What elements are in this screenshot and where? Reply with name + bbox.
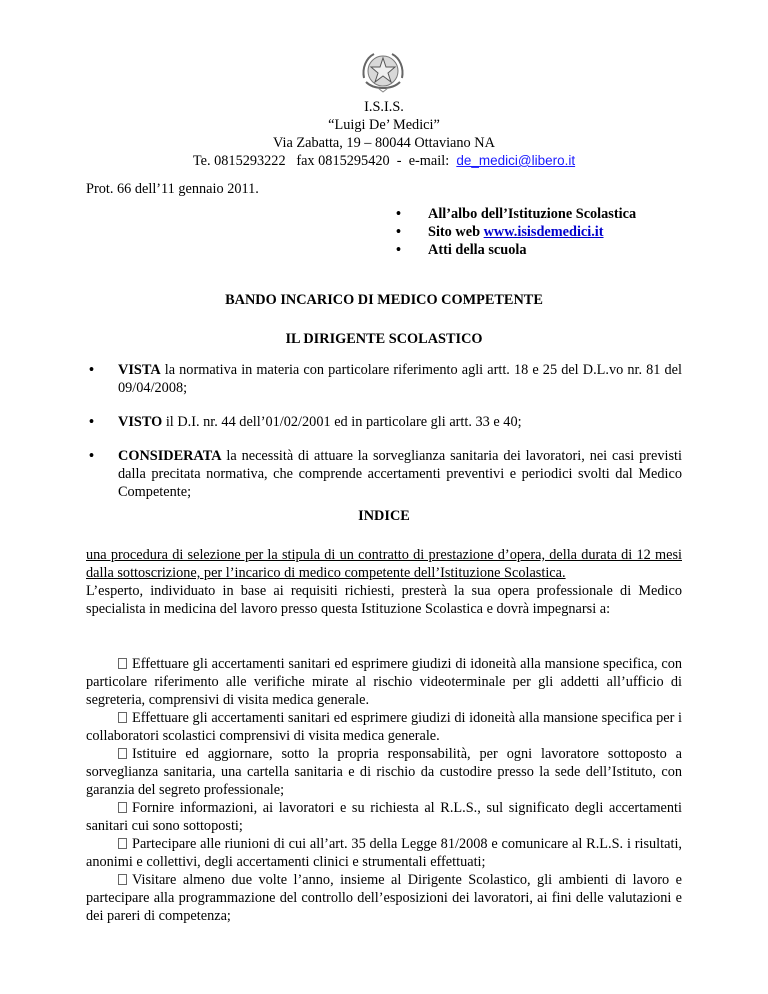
duty-text: Istituire ed aggiornare, sotto la propria responsabilità, per ogni lavoratore sottoposto a sorveglianza sanitaria, una cartella sanitaria e di rischio da custodire presso la sede dell’Istituto, con garanzia del segreto professionale; <box>86 746 682 798</box>
duty-text: Visitare almeno due volte l’anno, insieme al Dirigente Scolastico, gli ambienti di lavoro e partecipare alla programmazione del controllo dell’esposizioni dei lavoratori, ai fini delle valutazioni e dei pareri di competenza; <box>86 872 682 924</box>
bullet-icon: • <box>396 242 402 258</box>
bullet-icon: • <box>89 448 95 464</box>
duty-item <box>86 871 682 925</box>
duty-item <box>86 745 682 799</box>
consideration-text: la necessità di attuare la sorveglianza sanitaria dei lavoratori, nei casi previsti dalla precitata normativa, che comprende accertamenti preventivi e periodici svolti dal Medico Competente; <box>118 448 682 500</box>
protocol-number: Prot. 66 dell’11 gennaio 2011. <box>86 181 259 197</box>
procedure-section <box>86 546 682 618</box>
recipient-item <box>388 223 636 241</box>
indice-heading: INDICE <box>358 508 410 524</box>
checkbox-square-icon <box>118 748 127 759</box>
duty-item <box>86 655 682 709</box>
consideration-keyword: VISTA <box>118 362 161 378</box>
checkbox-square-icon <box>118 874 127 885</box>
republic-emblem-icon <box>358 48 408 94</box>
institute-acronym: I.S.I.S. <box>364 99 404 115</box>
recipient-label: All’albo dell’Istituzione Scolastica <box>428 206 637 222</box>
checkbox-square-icon <box>118 658 127 669</box>
contacts-text: Te. 0815293222 fax 0815295420 - e-mail: <box>192 153 450 169</box>
recipient-item <box>388 205 636 223</box>
consideration-text: la normativa in materia con particolare riferimento agli artt. 18 e 25 del D.L.vo nr. 81 del 09/04/2008; <box>118 362 682 396</box>
recipients-list <box>388 205 636 259</box>
consideration-keyword: VISTO <box>118 414 163 430</box>
consideration-keyword: CONSIDERATA <box>118 448 222 464</box>
institute-name: “Luigi De’ Medici” <box>328 117 440 133</box>
dirigente-heading: IL DIRIGENTE SCOLASTICO <box>285 331 483 347</box>
duty-item <box>86 835 682 871</box>
procedure-paragraph: una procedura di selezione per la stipula di un contratto di prestazione d’opera, della durata di 12 mesi dalla sottoscrizione, per l’incarico di medico competente dell’Istituzione Scolastica. <box>86 547 682 581</box>
bullet-icon: • <box>89 362 95 378</box>
recipient-item <box>388 241 636 259</box>
website-link[interactable]: www.isisdemedici.it <box>483 224 604 240</box>
bullet-icon: • <box>89 414 95 430</box>
checkbox-square-icon <box>118 802 127 813</box>
document-title: BANDO INCARICO DI MEDICO COMPETENTE <box>225 292 543 308</box>
duty-item <box>86 799 682 835</box>
checkbox-square-icon <box>118 712 127 723</box>
bullet-icon: • <box>396 206 402 222</box>
email-link[interactable]: de_medici@libero.it <box>456 153 576 168</box>
duty-text: Effettuare gli accertamenti sanitari ed esprimere giudizi di idoneità alla mansione specifica per i collaboratori scolastici comprensivi di visita medica generale. <box>86 710 682 744</box>
checkbox-square-icon <box>118 838 127 849</box>
consideration-text: il D.I. nr. 44 dell’01/02/2001 ed in particolare gli artt. 33 e 40; <box>162 414 522 430</box>
duty-text: Fornire informazioni, ai lavoratori e su richiesta al R.L.S., sul significato degli accertamenti sanitari cui sono sottoposti; <box>86 800 682 834</box>
bullet-icon: • <box>396 224 402 240</box>
duty-text: Partecipare alle riunioni di cui all’art. 35 della Legge 81/2008 e comunicare al R.L.S. i risultati, anonimi e collettivi, degli accertamenti clinici e strumentali effettuati; <box>86 836 682 870</box>
institute-contacts <box>0 152 768 170</box>
duties-list <box>86 655 682 925</box>
institute-header <box>0 98 768 170</box>
consideration-item <box>86 361 682 397</box>
institute-address: Via Zabatta, 19 – 80044 Ottaviano NA <box>273 135 495 151</box>
duty-text: Effettuare gli accertamenti sanitari ed esprimere giudizi di idoneità alla mansione specifica, con particolare riferimento alle verifiche mirate al rischio videoterminale per gli addetti all’ufficio di segreteria, comprensivi di visita medica generale. <box>86 656 682 708</box>
intro-paragraph: L’esperto, individuato in base ai requisiti richiesti, presterà la sua opera professionale di Medico specialista in medicina del lavoro presso questa Istituzione Scolastica e dovrà impegnarsi a: <box>86 583 682 617</box>
recipient-label: Sito web <box>428 224 481 240</box>
consideration-item <box>86 447 682 501</box>
recipient-label: Atti della scuola <box>428 242 527 258</box>
consideration-item <box>86 413 682 431</box>
considerations-list <box>86 361 682 517</box>
duty-item <box>86 709 682 745</box>
